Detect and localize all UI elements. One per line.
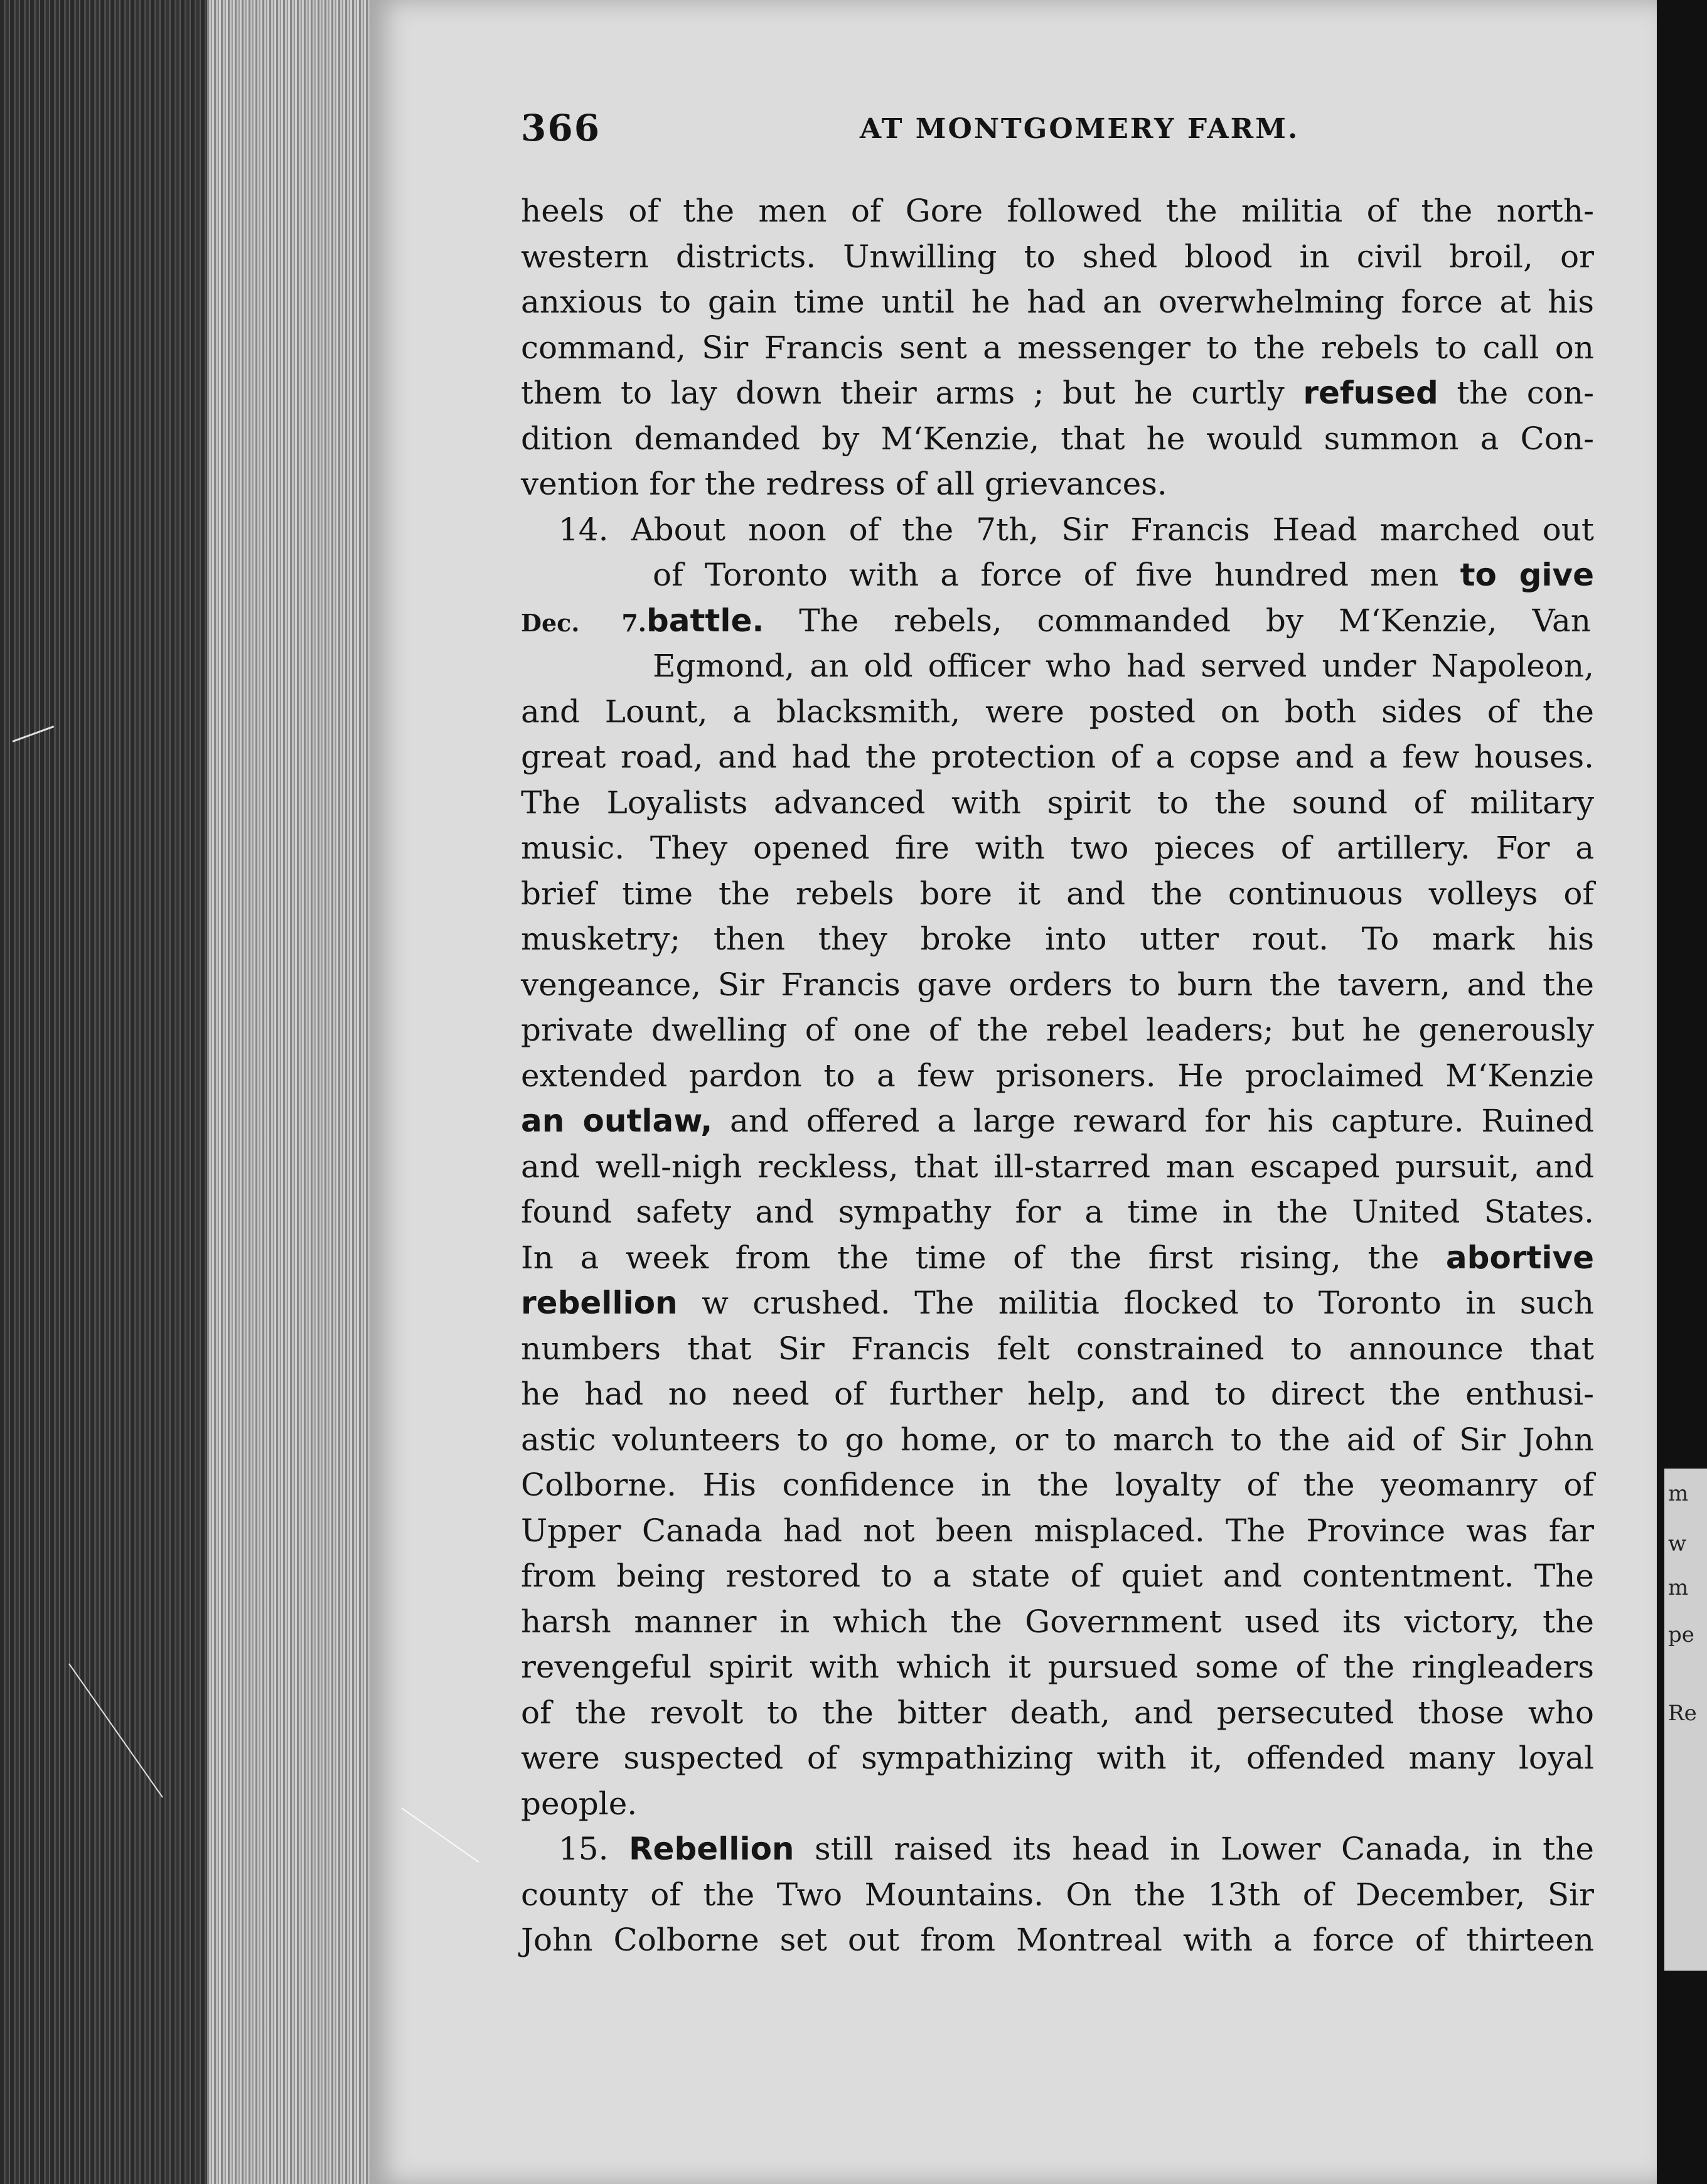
- text-line: Egmond, an old officer who had served under Napoleon,: [653, 648, 1594, 684]
- text-line: them to lay down their arms ; but he curtly refused the con-: [521, 375, 1594, 411]
- text-line: heels of the men of Gore followed the militia of the north-: [521, 193, 1594, 229]
- text-line: from being restored to a state of quiet and contentment. The: [521, 1558, 1594, 1594]
- body-text: [521, 188, 1594, 1963]
- bold-term: abortive: [1445, 1239, 1594, 1276]
- text-line: western districts. Unwilling to shed blood in civil broil, or: [521, 238, 1594, 275]
- text-line: John Colborne set out from Montreal with a force of thirteen: [521, 1922, 1594, 1958]
- text-line: vengeance, Sir Francis gave orders to burn the tavern, and the: [521, 966, 1594, 1003]
- text-line: numbers that Sir Francis felt constrained to announce that: [521, 1330, 1594, 1367]
- text-line: county of the Two Mountains. On the 13th of December, Sir: [521, 1876, 1594, 1913]
- text-line: were suspected of sympathizing with it, offended many loyal: [521, 1740, 1594, 1776]
- bold-term: rebellion: [521, 1285, 678, 1321]
- text-line: private dwelling of one of the rebel leaders; but he generously: [521, 1012, 1594, 1048]
- text-line: astic volunteers to go home, or to march to the aid of Sir John: [521, 1421, 1594, 1458]
- text-line: people.: [521, 1785, 638, 1822]
- text-line: Colborne. His confidence in the loyalty of the yeomanry of: [521, 1467, 1594, 1503]
- text-line: revengeful spirit with which it pursued some of the ringleaders: [521, 1649, 1594, 1685]
- text-line: of Toronto with a force of five hundred men to give: [653, 557, 1595, 593]
- text-line: great road, and had the protection of a copse and a few houses.: [521, 739, 1594, 775]
- text-line: Dec. 7.battle. The rebels, commanded by M‘Kenzie, Van: [521, 598, 1594, 644]
- facing-page-fragment: [1664, 1469, 1707, 1971]
- facing-fragment: pe: [1668, 1622, 1694, 1647]
- text-line: anxious to gain time until he had an overwhelming force at his: [521, 284, 1594, 320]
- text-line: vention for the redress of all grievances.: [521, 466, 1167, 502]
- text-line: 15. Rebellion still raised its head in Lower Canada, in the: [559, 1831, 1594, 1867]
- book-page-edges: [0, 0, 377, 2184]
- text-line: command, Sir Francis sent a messenger to the rebels to call on: [521, 329, 1594, 366]
- text-line: and well-nigh reckless, that ill-starred man escaped pursuit, and: [521, 1148, 1594, 1185]
- text-line: and Lount, a blacksmith, were posted on both sides of the: [521, 693, 1594, 730]
- bold-term: refused: [1303, 375, 1438, 411]
- facing-fragment: m: [1668, 1575, 1689, 1600]
- text-line: he had no need of further help, and to direct the enthusi-: [521, 1376, 1594, 1412]
- bold-term: to give: [1460, 557, 1595, 593]
- text-line: brief time the rebels bore it and the continuous volleys of: [521, 875, 1594, 912]
- facing-fragment: w: [1668, 1531, 1687, 1556]
- page-header: [521, 107, 1594, 151]
- bold-term: battle.: [646, 602, 764, 639]
- text-line: musketry; then they broke into utter rout. To mark his: [521, 921, 1594, 957]
- page-number: 366: [521, 107, 601, 149]
- facing-fragment: m: [1668, 1481, 1689, 1506]
- text-line: In a week from the time of the first rising, the abortive: [521, 1239, 1594, 1276]
- facing-fragment: Re: [1668, 1701, 1697, 1726]
- running-title: AT MONTGOMERY FARM.: [860, 113, 1300, 145]
- text-line: found safety and sympathy for a time in the United States.: [521, 1194, 1594, 1230]
- text-line: Upper Canada had not been misplaced. The Province was far: [521, 1512, 1594, 1549]
- text-line: of the revolt to the bitter death, and persecuted those who: [521, 1694, 1594, 1731]
- text-line: harsh manner in which the Government used its victory, the: [521, 1603, 1594, 1640]
- text-line: 14. About noon of the 7th, Sir Francis Head marched out: [559, 511, 1594, 548]
- text-line: extended pardon to a few prisoners. He proclaimed M‘Kenzie: [521, 1057, 1594, 1094]
- bold-term: an outlaw,: [521, 1103, 713, 1139]
- text-line: The Loyalists advanced with spirit to the sound of military: [521, 784, 1594, 821]
- text-line: music. They opened fire with two pieces of artillery. For a: [521, 830, 1594, 866]
- bold-term: Rebellion: [629, 1831, 795, 1867]
- text-line: an outlaw, and offered a large reward for his capture. Ruined: [521, 1103, 1594, 1139]
- margin-note: Dec. 7.: [521, 608, 646, 637]
- text-line: rebellion w crushed. The militia flocked to Toronto in such: [521, 1285, 1594, 1321]
- text-line: dition demanded by M‘Kenzie, that he would summon a Con-: [521, 420, 1594, 457]
